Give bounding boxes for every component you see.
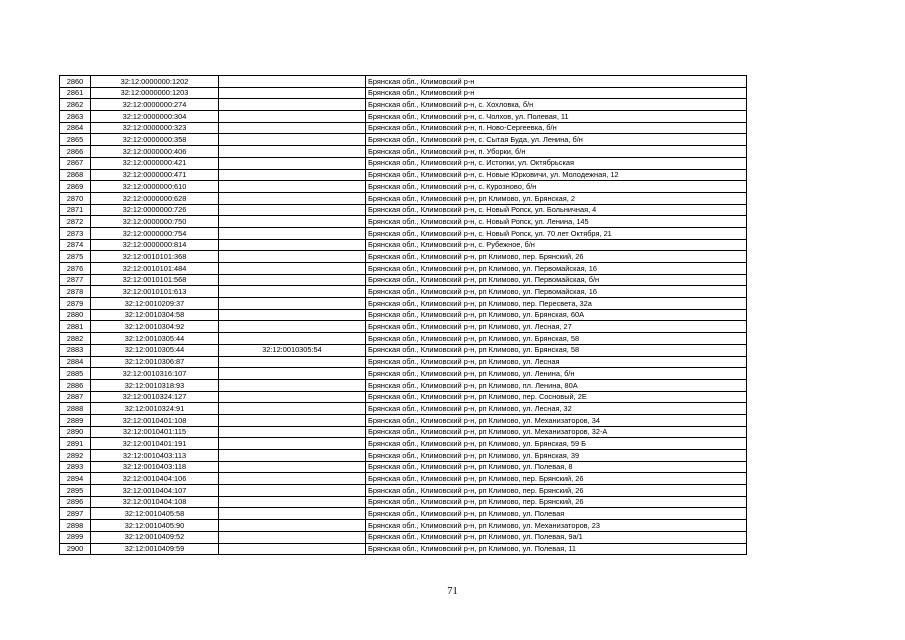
table-row xyxy=(60,274,747,286)
cadastral-number-cell: 32:12:0000000:628 xyxy=(91,192,219,204)
address-cell: Брянская обл., Климовский р-н, рп Климово, пер. Брянский, 26 xyxy=(366,496,747,508)
address-cell: Брянская обл., Климовский р-н, рп Климово, ул. Полевая, 11 xyxy=(366,543,747,555)
table-row xyxy=(60,344,747,356)
row-number-cell: 2878 xyxy=(60,286,91,298)
row-number-cell: 2894 xyxy=(60,473,91,485)
table-row xyxy=(60,263,747,275)
related-cadastral-number-cell xyxy=(219,122,366,134)
page-number: 71 xyxy=(447,586,458,597)
cadastral-number-cell: 32:12:0010305:44 xyxy=(91,344,219,356)
address-cell: Брянская обл., Климовский р-н, с. Чолхов, ул. Полевая, 11 xyxy=(366,111,747,123)
cadastral-number-cell: 32:12:0010306:87 xyxy=(91,356,219,368)
cadastral-number-cell: 32:12:0000000:304 xyxy=(91,111,219,123)
table-row xyxy=(60,531,747,543)
row-number-cell: 2866 xyxy=(60,146,91,158)
row-number-cell: 2865 xyxy=(60,134,91,146)
table-row xyxy=(60,520,747,532)
address-cell: Брянская обл., Климовский р-н, п. Ново-Сергеевка, б/н xyxy=(366,122,747,134)
row-number-cell: 2884 xyxy=(60,356,91,368)
table-row xyxy=(60,111,747,123)
row-number-cell: 2871 xyxy=(60,204,91,216)
related-cadastral-number-cell xyxy=(219,379,366,391)
table-row xyxy=(60,99,747,111)
related-cadastral-number-cell xyxy=(219,227,366,239)
related-cadastral-number-cell xyxy=(219,321,366,333)
registry-table xyxy=(59,75,747,555)
table-row xyxy=(60,122,747,134)
address-cell: Брянская обл., Климовский р-н, рп Климово, пер. Сосновый, 2Е xyxy=(366,391,747,403)
table-row xyxy=(60,298,747,310)
address-cell: Брянская обл., Климовский р-н, с. Хохловка, б/н xyxy=(366,99,747,111)
cadastral-number-cell: 32:12:0000000:1202 xyxy=(91,76,219,88)
table-row xyxy=(60,216,747,228)
cadastral-number-cell: 32:12:0000000:323 xyxy=(91,122,219,134)
table-row xyxy=(60,414,747,426)
row-number-cell: 2881 xyxy=(60,321,91,333)
related-cadastral-number-cell xyxy=(219,157,366,169)
row-number-cell: 2875 xyxy=(60,251,91,263)
address-cell: Брянская обл., Климовский р-н, рп Климово, ул. Механизаторов, 34 xyxy=(366,414,747,426)
table-row xyxy=(60,321,747,333)
cadastral-number-cell: 32:12:0000000:358 xyxy=(91,134,219,146)
row-number-cell: 2900 xyxy=(60,543,91,555)
cadastral-number-cell: 32:12:0010101:568 xyxy=(91,274,219,286)
cadastral-number-cell: 32:12:0000000:406 xyxy=(91,146,219,158)
table-row xyxy=(60,157,747,169)
related-cadastral-number-cell xyxy=(219,485,366,497)
cadastral-number-cell: 32:12:0000000:750 xyxy=(91,216,219,228)
cadastral-number-cell: 32:12:0010304:58 xyxy=(91,309,219,321)
table-row xyxy=(60,239,747,251)
cadastral-number-cell: 32:12:0000000:814 xyxy=(91,239,219,251)
row-number-cell: 2888 xyxy=(60,403,91,415)
table-row xyxy=(60,333,747,345)
related-cadastral-number-cell xyxy=(219,520,366,532)
related-cadastral-number-cell xyxy=(219,181,366,193)
address-cell: Брянская обл., Климовский р-н, рп Климово, ул. Первомайская, б/н xyxy=(366,274,747,286)
related-cadastral-number-cell xyxy=(219,274,366,286)
address-cell: Брянская обл., Климовский р-н, с. Новый Ропск, ул. Больничная, 4 xyxy=(366,204,747,216)
cadastral-number-cell: 32:12:0000000:471 xyxy=(91,169,219,181)
cadastral-number-cell: 32:12:0010318:93 xyxy=(91,379,219,391)
row-number-cell: 2867 xyxy=(60,157,91,169)
cadastral-number-cell: 32:12:0010324:91 xyxy=(91,403,219,415)
related-cadastral-number-cell xyxy=(219,508,366,520)
cadastral-number-cell: 32:12:0010404:108 xyxy=(91,496,219,508)
cadastral-number-cell: 32:12:0000000:754 xyxy=(91,227,219,239)
related-cadastral-number-cell xyxy=(219,403,366,415)
related-cadastral-number-cell xyxy=(219,461,366,473)
address-cell: Брянская обл., Климовский р-н xyxy=(366,76,747,88)
address-cell: Брянская обл., Климовский р-н, рп Климово, ул. Ленина, б/н xyxy=(366,368,747,380)
related-cadastral-number-cell xyxy=(219,76,366,88)
address-cell: Брянская обл., Климовский р-н, рп Климово, пер. Брянский, 26 xyxy=(366,251,747,263)
address-cell: Брянская обл., Климовский р-н, рп Климово, ул. Брянская, 39 xyxy=(366,450,747,462)
cadastral-number-cell: 32:12:0010324:127 xyxy=(91,391,219,403)
row-number-cell: 2876 xyxy=(60,263,91,275)
registry-table-body xyxy=(60,76,747,555)
address-cell: Брянская обл., Климовский р-н, с. Новый Ропск, ул. 70 лет Октября, 21 xyxy=(366,227,747,239)
related-cadastral-number-cell xyxy=(219,298,366,310)
related-cadastral-number-cell xyxy=(219,134,366,146)
address-cell: Брянская обл., Климовский р-н, рп Климово, ул. Брянская, 2 xyxy=(366,192,747,204)
related-cadastral-number-cell xyxy=(219,543,366,555)
address-cell: Брянская обл., Климовский р-н, рп Климово, ул. Первомайская, 16 xyxy=(366,263,747,275)
table-row xyxy=(60,227,747,239)
table-row xyxy=(60,76,747,88)
row-number-cell: 2893 xyxy=(60,461,91,473)
row-number-cell: 2885 xyxy=(60,368,91,380)
row-number-cell: 2869 xyxy=(60,181,91,193)
row-number-cell: 2890 xyxy=(60,426,91,438)
row-number-cell: 2872 xyxy=(60,216,91,228)
related-cadastral-number-cell xyxy=(219,473,366,485)
table-row xyxy=(60,368,747,380)
cadastral-number-cell: 32:12:0010405:90 xyxy=(91,520,219,532)
cadastral-number-cell: 32:12:0010401:115 xyxy=(91,426,219,438)
row-number-cell: 2889 xyxy=(60,414,91,426)
related-cadastral-number-cell xyxy=(219,204,366,216)
address-cell: Брянская обл., Климовский р-н, рп Климово, пер. Брянский, 26 xyxy=(366,485,747,497)
address-cell: Брянская обл., Климовский р-н, с. Новые Юрковичи, ул. Молодежная, 12 xyxy=(366,169,747,181)
address-cell: Брянская обл., Климовский р-н, рп Климово, пл. Ленина, 80А xyxy=(366,379,747,391)
cadastral-number-cell: 32:12:0000000:274 xyxy=(91,99,219,111)
address-cell: Брянская обл., Климовский р-н, рп Климово, ул. Механизаторов, 32-А xyxy=(366,426,747,438)
table-row xyxy=(60,169,747,181)
address-cell: Брянская обл., Климовский р-н, рп Климово, ул. Первомайская, 16 xyxy=(366,286,747,298)
cadastral-number-cell: 32:12:0010316:107 xyxy=(91,368,219,380)
address-cell: Брянская обл., Климовский р-н, рп Климово, ул. Лесная, 27 xyxy=(366,321,747,333)
table-row xyxy=(60,309,747,321)
related-cadastral-number-cell xyxy=(219,99,366,111)
address-cell: Брянская обл., Климовский р-н, с. Истопки, ул. Октябрьская xyxy=(366,157,747,169)
related-cadastral-number-cell xyxy=(219,309,366,321)
table-row xyxy=(60,146,747,158)
cadastral-number-cell: 32:12:0010404:107 xyxy=(91,485,219,497)
related-cadastral-number-cell xyxy=(219,263,366,275)
related-cadastral-number-cell xyxy=(219,414,366,426)
cadastral-number-cell: 32:12:0010305:44 xyxy=(91,333,219,345)
table-row xyxy=(60,543,747,555)
address-cell: Брянская обл., Климовский р-н, рп Климово, ул. Механизаторов, 23 xyxy=(366,520,747,532)
cadastral-number-cell: 32:12:0000000:726 xyxy=(91,204,219,216)
related-cadastral-number-cell xyxy=(219,450,366,462)
table-row xyxy=(60,496,747,508)
table-row xyxy=(60,438,747,450)
cadastral-number-cell: 32:12:0010209:37 xyxy=(91,298,219,310)
row-number-cell: 2892 xyxy=(60,450,91,462)
cadastral-number-cell: 32:12:0010409:59 xyxy=(91,543,219,555)
address-cell: Брянская обл., Климовский р-н, рп Климово, ул. Полевая xyxy=(366,508,747,520)
row-number-cell: 2897 xyxy=(60,508,91,520)
row-number-cell: 2864 xyxy=(60,122,91,134)
row-number-cell: 2861 xyxy=(60,87,91,99)
row-number-cell: 2883 xyxy=(60,344,91,356)
row-number-cell: 2896 xyxy=(60,496,91,508)
table-row xyxy=(60,379,747,391)
row-number-cell: 2898 xyxy=(60,520,91,532)
related-cadastral-number-cell xyxy=(219,286,366,298)
row-number-cell: 2860 xyxy=(60,76,91,88)
address-cell: Брянская обл., Климовский р-н, рп Климово, ул. Лесная xyxy=(366,356,747,368)
address-cell: Брянская обл., Климовский р-н, с. Новый Ропск, ул. Ленина, 145 xyxy=(366,216,747,228)
cadastral-number-cell: 32:12:0010409:52 xyxy=(91,531,219,543)
cadastral-number-cell: 32:12:0000000:421 xyxy=(91,157,219,169)
related-cadastral-number-cell xyxy=(219,496,366,508)
cadastral-number-cell: 32:12:0000000:1203 xyxy=(91,87,219,99)
table-row xyxy=(60,356,747,368)
related-cadastral-number-cell xyxy=(219,146,366,158)
address-cell: Брянская обл., Климовский р-н, с. Сытая Буда, ул. Ленина, б/н xyxy=(366,134,747,146)
address-cell: Брянская обл., Климовский р-н, рп Климово, пер. Брянский, 26 xyxy=(366,473,747,485)
related-cadastral-number-cell xyxy=(219,438,366,450)
address-cell: Брянская обл., Климовский р-н, с. Курозново, б/н xyxy=(366,181,747,193)
table-row xyxy=(60,181,747,193)
table-row xyxy=(60,286,747,298)
row-number-cell: 2874 xyxy=(60,239,91,251)
table-row xyxy=(60,134,747,146)
related-cadastral-number-cell xyxy=(219,216,366,228)
row-number-cell: 2880 xyxy=(60,309,91,321)
related-cadastral-number-cell xyxy=(219,531,366,543)
cadastral-number-cell: 32:12:0010304:92 xyxy=(91,321,219,333)
cadastral-number-cell: 32:12:0010404:106 xyxy=(91,473,219,485)
cadastral-number-cell: 32:12:0010101:613 xyxy=(91,286,219,298)
cadastral-number-cell: 32:12:0010405:58 xyxy=(91,508,219,520)
cadastral-number-cell: 32:12:0010401:108 xyxy=(91,414,219,426)
row-number-cell: 2862 xyxy=(60,99,91,111)
row-number-cell: 2882 xyxy=(60,333,91,345)
address-cell: Брянская обл., Климовский р-н, с. Рубежное, б/н xyxy=(366,239,747,251)
related-cadastral-number-cell xyxy=(219,368,366,380)
row-number-cell: 2895 xyxy=(60,485,91,497)
table-row xyxy=(60,251,747,263)
row-number-cell: 2899 xyxy=(60,531,91,543)
address-cell: Брянская обл., Климовский р-н, рп Климово, ул. Брянская, 58 xyxy=(366,333,747,345)
row-number-cell: 2886 xyxy=(60,379,91,391)
cadastral-number-cell: 32:12:0010101:368 xyxy=(91,251,219,263)
related-cadastral-number-cell xyxy=(219,239,366,251)
related-cadastral-number-cell: 32:12:0010305:54 xyxy=(219,344,366,356)
address-cell: Брянская обл., Климовский р-н, рп Климово, пер. Пересвета, 32а xyxy=(366,298,747,310)
row-number-cell: 2877 xyxy=(60,274,91,286)
related-cadastral-number-cell xyxy=(219,391,366,403)
related-cadastral-number-cell xyxy=(219,111,366,123)
related-cadastral-number-cell xyxy=(219,356,366,368)
related-cadastral-number-cell xyxy=(219,333,366,345)
table-row xyxy=(60,450,747,462)
address-cell: Брянская обл., Климовский р-н, рп Климово, ул. Брянская, 60А xyxy=(366,309,747,321)
table-row xyxy=(60,426,747,438)
related-cadastral-number-cell xyxy=(219,169,366,181)
related-cadastral-number-cell xyxy=(219,192,366,204)
cadastral-number-cell: 32:12:0010403:113 xyxy=(91,450,219,462)
address-cell: Брянская обл., Климовский р-н, рп Климово, ул. Полевая, 8 xyxy=(366,461,747,473)
row-number-cell: 2873 xyxy=(60,227,91,239)
row-number-cell: 2870 xyxy=(60,192,91,204)
address-cell: Брянская обл., Климовский р-н, рп Климово, ул. Полевая, 9а/1 xyxy=(366,531,747,543)
table-row xyxy=(60,508,747,520)
table-row xyxy=(60,87,747,99)
row-number-cell: 2868 xyxy=(60,169,91,181)
table-row xyxy=(60,204,747,216)
address-cell: Брянская обл., Климовский р-н xyxy=(366,87,747,99)
table-row xyxy=(60,485,747,497)
cadastral-number-cell: 32:12:0000000:610 xyxy=(91,181,219,193)
address-cell: Брянская обл., Климовский р-н, п. Уборки, б/н xyxy=(366,146,747,158)
row-number-cell: 2891 xyxy=(60,438,91,450)
related-cadastral-number-cell xyxy=(219,426,366,438)
table-row xyxy=(60,403,747,415)
related-cadastral-number-cell xyxy=(219,251,366,263)
row-number-cell: 2887 xyxy=(60,391,91,403)
table-row xyxy=(60,391,747,403)
table-row xyxy=(60,461,747,473)
table-row xyxy=(60,473,747,485)
address-cell: Брянская обл., Климовский р-н, рп Климово, ул. Лесная, 32 xyxy=(366,403,747,415)
row-number-cell: 2879 xyxy=(60,298,91,310)
table-row xyxy=(60,192,747,204)
address-cell: Брянская обл., Климовский р-н, рп Климово, ул. Брянская, 58 xyxy=(366,344,747,356)
related-cadastral-number-cell xyxy=(219,87,366,99)
cadastral-number-cell: 32:12:0010403:118 xyxy=(91,461,219,473)
cadastral-number-cell: 32:12:0010101:484 xyxy=(91,263,219,275)
cadastral-number-cell: 32:12:0010401:191 xyxy=(91,438,219,450)
row-number-cell: 2863 xyxy=(60,111,91,123)
address-cell: Брянская обл., Климовский р-н, рп Климово, ул. Брянская, 59 Б xyxy=(366,438,747,450)
